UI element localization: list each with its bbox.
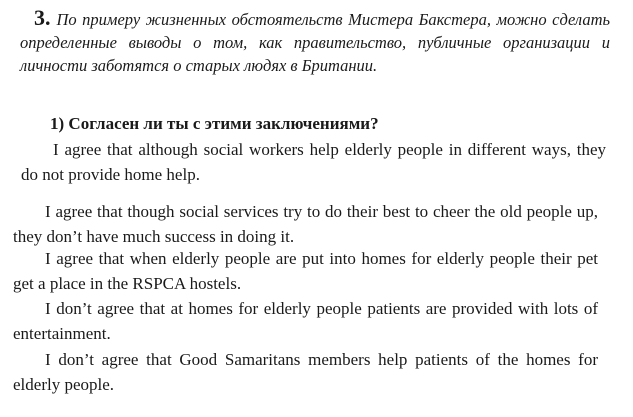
task-number: 3. <box>34 5 51 30</box>
answer-paragraph-1 <box>21 137 606 187</box>
answer-paragraph-2 <box>13 199 598 249</box>
answer-text: I agree that though social services try to do their best to cheer the old people up, they don’t have much success in doing it. <box>13 202 598 246</box>
answer-text: I agree that when elderly people are put into homes for elderly people their pet get a place in the RSPCA hostels. <box>13 249 598 293</box>
answer-text: I don’t agree that at homes for elderly people patients are provided with lots of entertainment. <box>13 299 598 343</box>
task-instruction <box>20 6 610 77</box>
answer-paragraph-3 <box>13 246 598 296</box>
answer-text: I agree that although social workers help elderly people in different ways, they do not provide home help. <box>21 140 606 184</box>
answer-text: I don’t agree that Good Samaritans members help patients of the homes for elderly people. <box>13 350 598 394</box>
task-text: По примеру жизненных обстоятельств Мистера Бакстера, можно сделать определенные выводы о том, как правительство, публичные организации и личности заботятся о старых людях в Британии. <box>20 10 610 75</box>
answer-paragraph-4 <box>13 296 598 346</box>
question-heading: 1) Согласен ли ты с этими заключениями? <box>50 114 379 133</box>
answer-paragraph-5 <box>13 347 598 397</box>
